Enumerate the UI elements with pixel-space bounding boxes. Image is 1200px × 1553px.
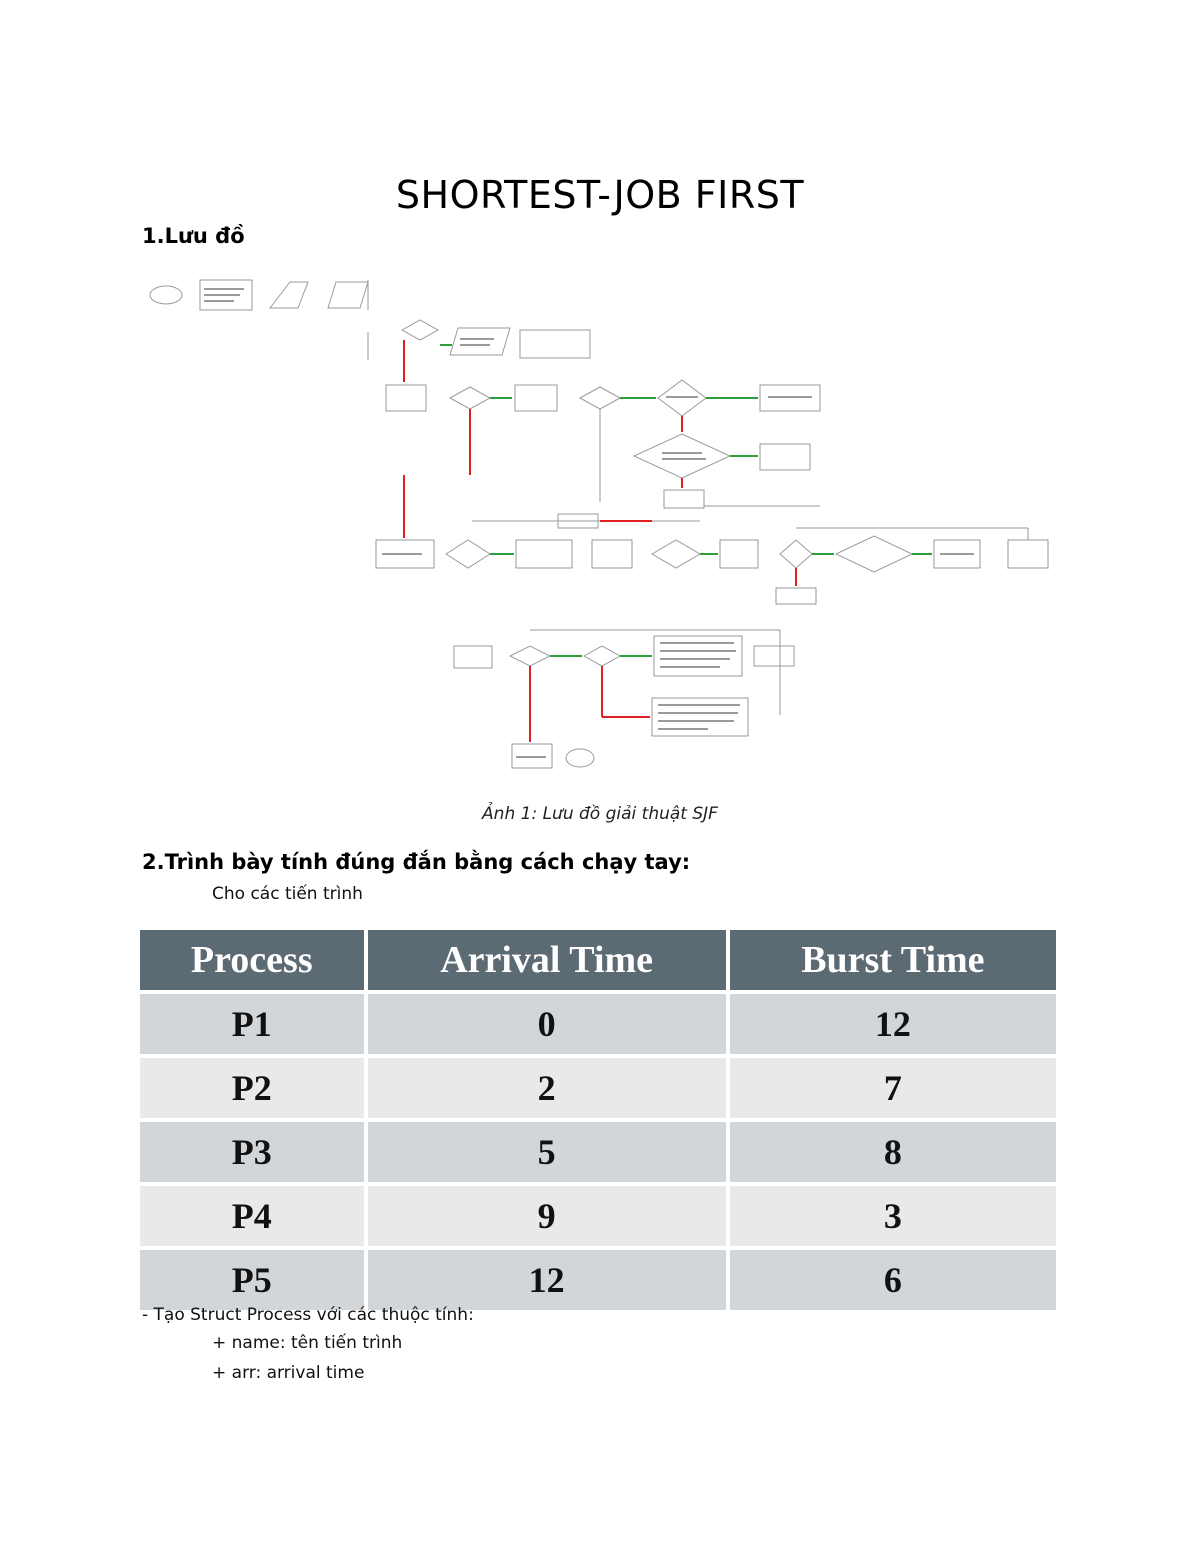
flow-decision-node [580,387,620,409]
flow-io-box [450,328,510,355]
flow-decision-node [780,540,812,568]
flow-process-box [664,490,704,508]
figure-caption: Ảnh 1: Lưu đồ giải thuật SJF [482,804,718,824]
burst-time-cell: 7 [730,1058,1056,1118]
attribute-name: + name: tên tiến trình [212,1333,403,1353]
section-heading-manual-run: 2.Trình bày tính đúng đắn bằng cách chạy tay: [142,850,691,874]
flow-decision-node [446,540,490,568]
struct-description: - Tạo Struct Process với các thuộc tính: [142,1305,474,1325]
table-row [140,1250,1056,1310]
flow-decision-node [836,536,912,572]
flow-process-box [516,540,572,568]
process-cell: P4 [140,1186,364,1246]
flow-process-box [592,540,632,568]
arrival-time-cell: 12 [368,1250,726,1310]
process-table [136,926,1060,1314]
flow-io-box [270,282,308,308]
flow-end-node [566,749,594,767]
table-row [140,1186,1056,1246]
burst-time-cell: 6 [730,1250,1056,1310]
flow-process-box [454,646,492,668]
flow-decision-node [450,387,490,409]
arrival-time-cell: 5 [368,1122,726,1182]
table-row [140,994,1056,1054]
arrival-time-cell: 0 [368,994,726,1054]
burst-time-cell: 3 [730,1186,1056,1246]
flow-process-box [1008,540,1048,568]
process-cell: P2 [140,1058,364,1118]
flow-process-box [386,385,426,411]
flow-start-node [150,286,182,304]
flow-decision-node [652,540,700,568]
flow-io-box [328,282,368,308]
flow-decision-node [584,646,620,666]
table-header-row [140,930,1056,990]
flow-process-box [720,540,758,568]
section-heading-flowchart: 1.Lưu đồ [142,224,245,248]
flow-process-box [760,444,810,470]
process-cell: P3 [140,1122,364,1182]
column-header-arrival-time: Arrival Time [368,930,726,990]
page-title: SHORTEST-JOB FIRST [395,173,805,218]
burst-time-cell: 12 [730,994,1056,1054]
flow-decision-node [634,434,730,478]
sjf-flowchart-image [140,270,1060,780]
flow-process-box [652,698,748,736]
flow-decision-node [402,320,438,340]
intro-text: Cho các tiến trình [212,884,363,904]
column-header-process: Process [140,930,364,990]
arrival-time-cell: 9 [368,1186,726,1246]
attribute-arr: + arr: arrival time [212,1363,365,1383]
flow-process-box [515,385,557,411]
flow-process-box [520,330,590,358]
table-row [140,1058,1056,1118]
column-header-burst-time: Burst Time [730,930,1056,990]
process-cell: P5 [140,1250,364,1310]
flow-process-box [776,588,816,604]
flow-decision-node [510,646,550,666]
arrival-time-cell: 2 [368,1058,726,1118]
process-cell: P1 [140,994,364,1054]
table-row [140,1122,1056,1182]
burst-time-cell: 8 [730,1122,1056,1182]
flow-process-box [754,646,794,666]
